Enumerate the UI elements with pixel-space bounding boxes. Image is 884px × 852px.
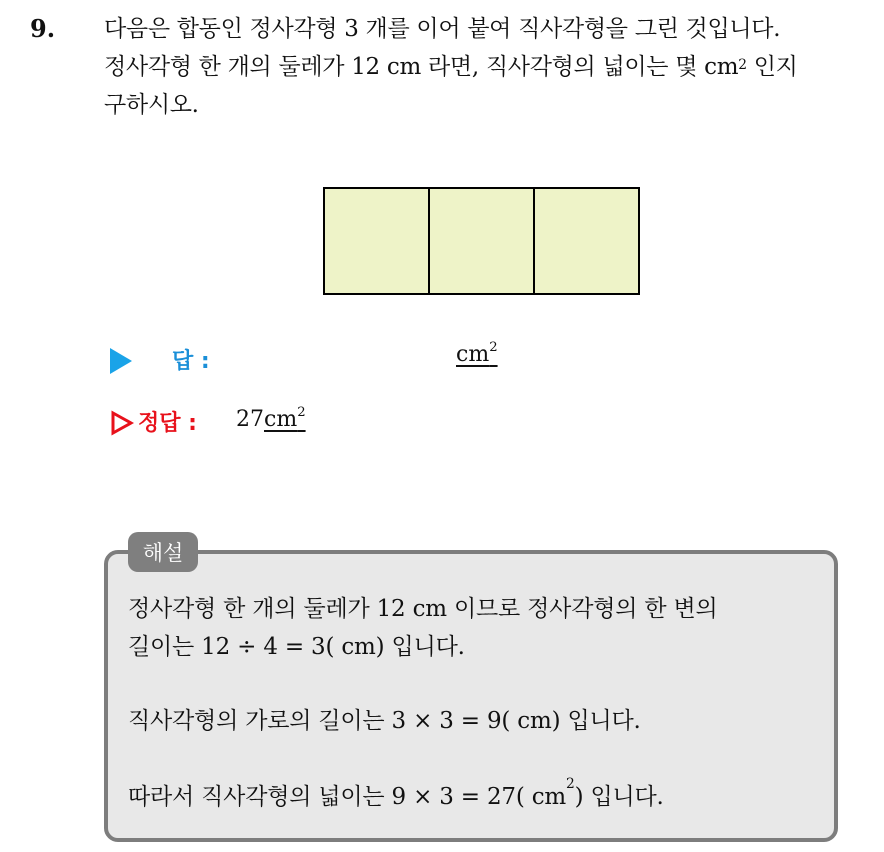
answer-row [110,340,610,380]
square-3 [534,188,639,294]
question-line-2: 정사각형 한 개의 둘레가 12 cm 라면, 직사각형의 넓이는 몇 $cm^2$ 인지 [104,54,798,80]
explanation-line-3: 직사각형의 가로의 길이는 3 × 3 = 9( cm) 입니다. [128,708,641,734]
play-triangle-icon [110,348,132,374]
answer-label: 답 : [172,349,210,374]
question-line-3: 구하시오. [104,92,199,118]
question-number: 9. [30,14,56,43]
explanation-tag: 해설 [128,532,198,572]
outline-triangle-icon [110,410,134,436]
three-squares-figure [323,187,641,297]
explanation-line-1: 정사각형 한 개의 둘레가 12 cm 이므로 정사각형의 한 변의 [128,596,718,622]
question-text [104,10,874,124]
answer-unit: $cm^2$ [456,340,498,367]
explanation-line-4: 따라서 직사각형의 넓이는 9 × 3 = 27( $cm^2$) 입니다. [128,776,664,810]
correct-answer-row [110,404,510,444]
correct-label: 정답 : [138,411,197,436]
square-2 [429,188,534,294]
explanation-line-2: 길이는 12 ÷ 4 = 3( cm) 입니다. [128,634,465,660]
question-line-1: 다음은 합동인 정사각형 3 개를 이어 붙여 직사각형을 그린 것입니다. [104,16,781,42]
correct-value: $27cm^2$ [236,405,306,432]
square-1 [324,188,429,294]
